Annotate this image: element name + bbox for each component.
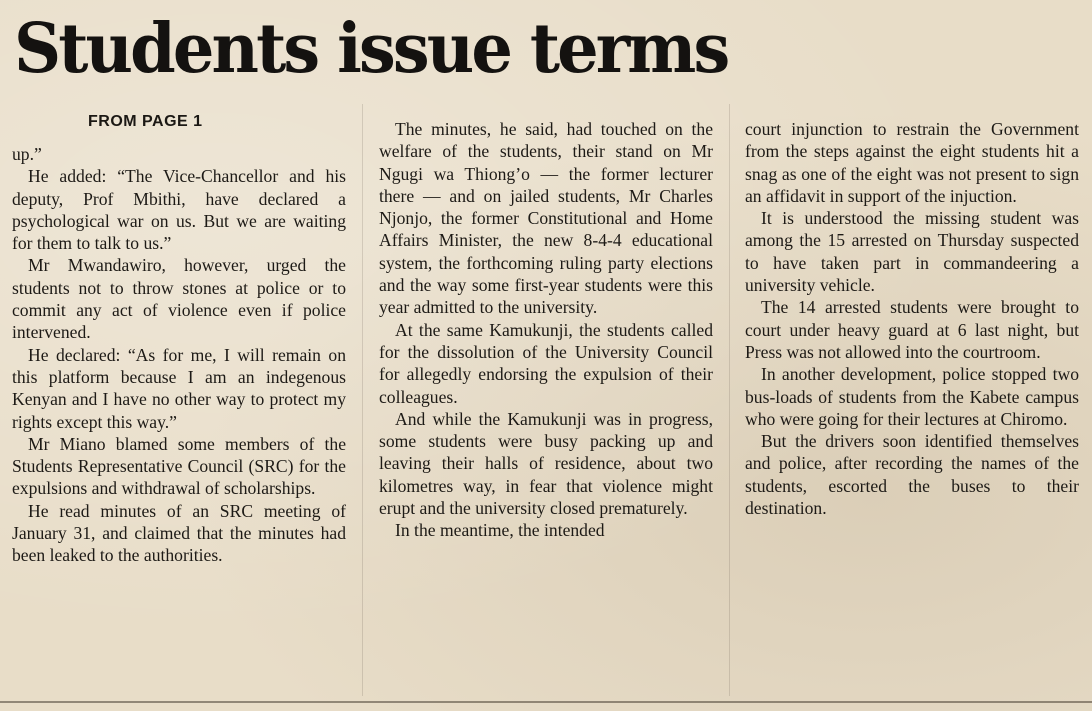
paragraph: He added: “The Vice-Chancellor and his deputy, Prof Mbithi, have declared a psychological war on us. But we are waiting for them to talk to us.” <box>12 166 346 254</box>
article-column-1 <box>12 143 346 567</box>
article-column-3 <box>745 118 1079 519</box>
continued-from-label: FROM PAGE 1 <box>88 113 203 130</box>
paragraph: And while the Kamukunji was in progress, some students were busy packing up and leaving their halls of residence, about two kilometres way, in fear that violence might erupt and the university closed prematurely. <box>379 408 713 519</box>
paragraph: But the drivers soon identified themselves and police, after recording the names of the students, escorted the buses to their destination. <box>745 431 1079 519</box>
paragraph: He read minutes of an SRC meeting of January 31, and claimed that the minutes had been leaked to the authorities. <box>12 500 346 566</box>
clipping-bottom-edge <box>0 701 1092 703</box>
column-divider <box>362 104 363 696</box>
paragraph: The 14 arrested students were brought to court under heavy guard at 6 last night, but Press was not allowed into the courtroom. <box>745 297 1079 362</box>
paragraph: Mr Mwandawiro, however, urged the students not to throw stones at police or to commit any act of violence even if police intervened. <box>12 255 346 343</box>
headline: Students issue terms <box>14 9 728 89</box>
paragraph: The minutes, he said, had touched on the welfare of the students, their stand on Mr Ngugi wa Thiong’o — the former lecturer there — and on jailed students, Mr Charles Njonjo, the former Constitutional and Home Affairs Minister, the new 8-4-4 educational system, the forthcoming ruling party elections and the way some first-year students were this year admitted to the university. <box>379 119 713 318</box>
paragraph: It is understood the missing student was among the 15 arrested on Thursday suspected to have taken part in commandeering a university vehicle. <box>745 208 1079 296</box>
paragraph: He declared: “As for me, I will remain on this platform because I am an indegenous Kenyan and I have no other way to protect my rights except this way.” <box>12 344 346 432</box>
paragraph: court injunction to restrain the Government from the steps against the eight students hit a snag as one of the eight was not present to sign an affidavit in support of the injuction. <box>745 119 1079 206</box>
paragraph: up.” <box>12 144 42 164</box>
paragraph: In another development, police stopped two bus-loads of students from the Kabete campus who were going for their lectures at Chiromo. <box>745 364 1079 429</box>
article-column-2 <box>379 118 713 542</box>
column-divider <box>729 104 730 696</box>
paragraph: At the same Kamukunji, the students called for the dissolution of the University Council for allegedly endorsing the expulsion of their colleagues. <box>379 319 713 407</box>
paragraph: In the meantime, the intended <box>395 520 605 541</box>
paragraph: Mr Miano blamed some members of the Students Representative Council (SRC) for the expulsions and withdrawal of scholarships. <box>12 433 346 499</box>
